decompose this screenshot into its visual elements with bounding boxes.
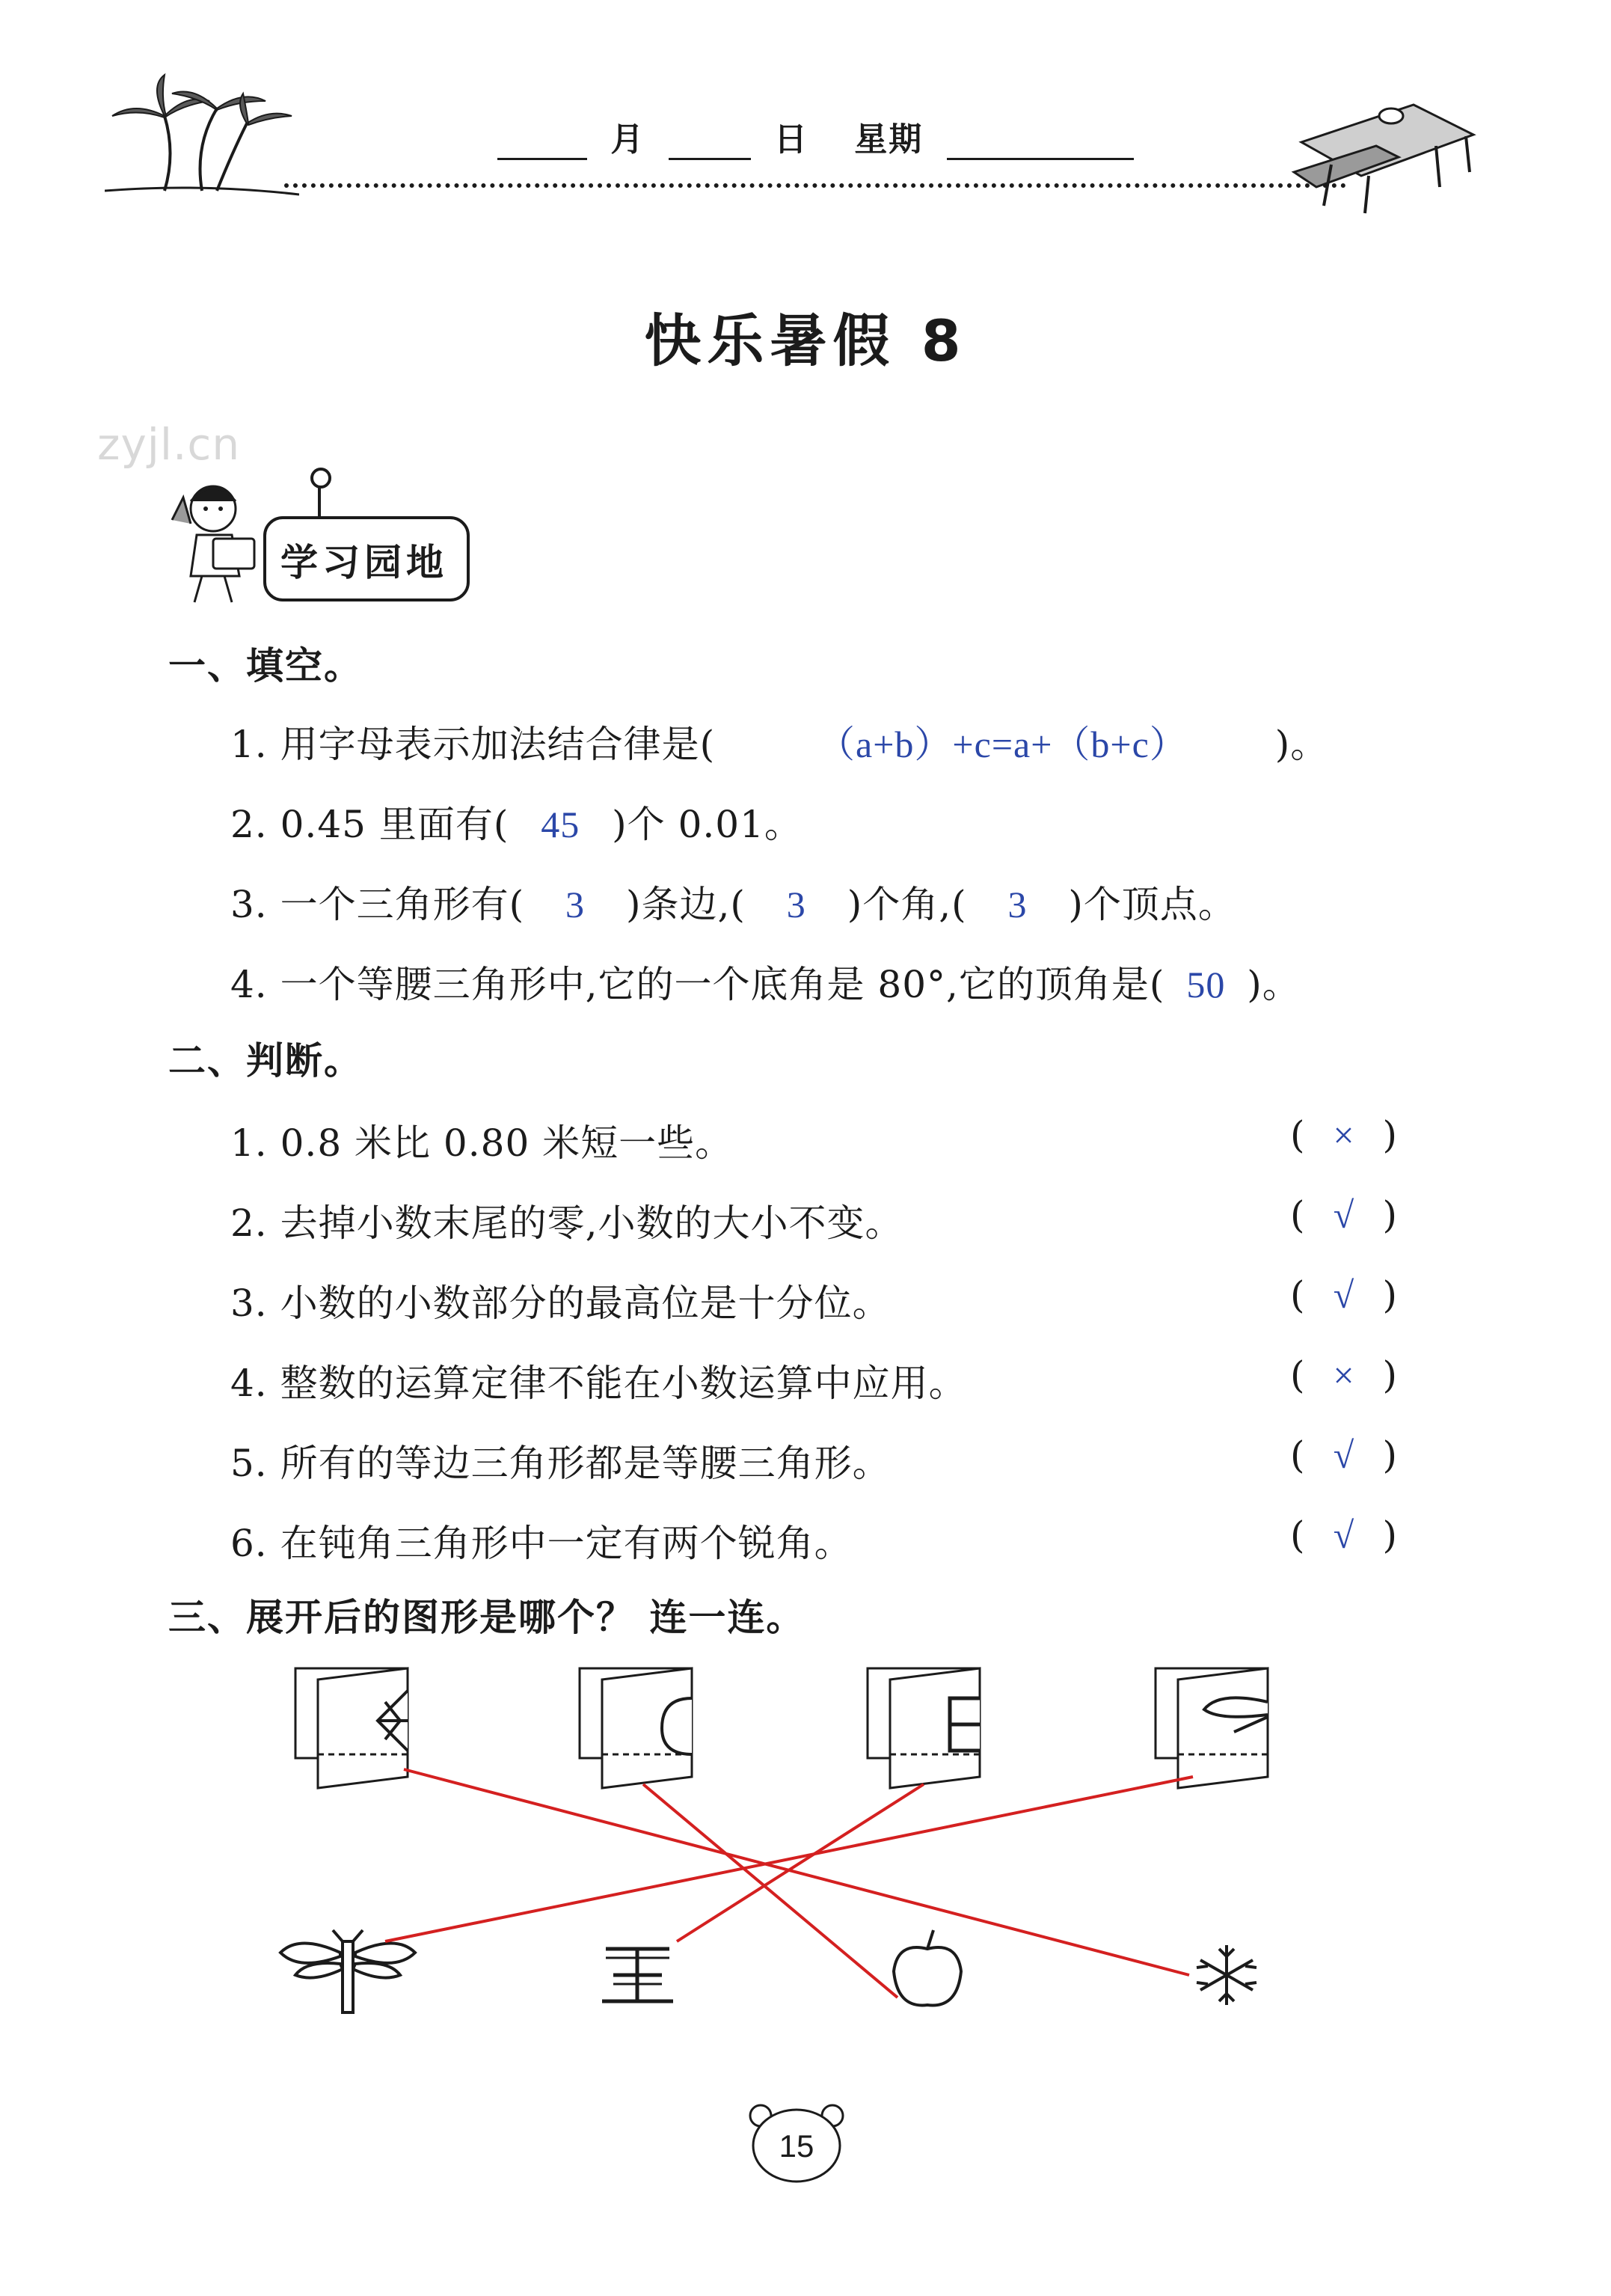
match-connectors <box>385 1769 1193 1997</box>
matching-figure <box>0 1646 1611 2050</box>
watermark: zyjl.cn <box>97 419 241 470</box>
apple-icon[interactable] <box>894 1930 961 2005</box>
reading-girl-icon <box>161 468 273 610</box>
answer-1[interactable]: （a+b）+c=a+（b+c） <box>817 723 1188 765</box>
fill-item-4: 4. 一个等腰三角形中,它的一个底角是 80°,它的顶角是( 50 )。 <box>230 963 1301 1006</box>
month-blank[interactable] <box>497 129 587 160</box>
header-dotted-line <box>284 183 1346 188</box>
folded-half-dragonfly-icon[interactable] <box>1156 1668 1268 1788</box>
fill-item-3: 3. 一个三角形有( 3 )条边,( 3 )个角,( 3 )个顶点。 <box>230 883 1236 926</box>
judge-answer-box[interactable]: ( √ ) <box>1290 1193 1398 1237</box>
judge-answer-box[interactable]: ( × ) <box>1290 1353 1398 1397</box>
folded-half-apple-icon[interactable] <box>580 1668 692 1788</box>
folded-half-snowflake-icon[interactable] <box>295 1668 408 1788</box>
answer-3b[interactable]: 3 <box>786 884 806 925</box>
answer-3a[interactable]: 3 <box>565 884 586 925</box>
snowflake-icon[interactable] <box>1197 1945 1256 2005</box>
judge-item: 2. 去掉小数末尾的零,小数的大小不变。 <box>230 1201 903 1245</box>
fill-item-1: 1. 用字母表示加法结合律是( （a+b）+c=a+（b+c） )。 <box>230 714 1328 768</box>
day-blank[interactable] <box>669 129 751 160</box>
section-heading-judge: 二、判断。 <box>168 1039 363 1083</box>
folded-half-character-icon[interactable] <box>868 1668 980 1788</box>
header <box>0 0 1611 224</box>
judge-answer-box[interactable]: ( √ ) <box>1290 1513 1398 1557</box>
answer-2[interactable]: 45 <box>541 803 580 845</box>
judge-item: 3. 小数的小数部分的最高位是十分位。 <box>230 1282 891 1325</box>
judge-answer-box[interactable]: ( √ ) <box>1290 1433 1398 1477</box>
answer-4[interactable]: 50 <box>1186 964 1226 1005</box>
connector-apple <box>643 1784 897 1997</box>
page-number: 15 <box>779 2128 814 2164</box>
date-line <box>497 112 1134 160</box>
judge-item: 1. 0.8 米比 0.80 米短一些。 <box>230 1121 734 1165</box>
dragonfly-icon[interactable] <box>280 1930 415 2012</box>
judge-answer-box[interactable]: ( √ ) <box>1290 1273 1398 1317</box>
picnic-table-icon <box>1286 82 1481 217</box>
judge-item: 5. 所有的等边三角形都是等腰三角形。 <box>230 1442 891 1485</box>
judge-item: 4. 整数的运算定律不能在小数运算中应用。 <box>230 1362 967 1405</box>
connector-dragonfly <box>385 1777 1193 1941</box>
fill-item-2: 2. 0.45 里面有( 45 )个 0.01。 <box>230 803 803 846</box>
day-label: 日 <box>773 120 808 159</box>
palm-tree-icon <box>105 71 299 198</box>
judge-item: 6. 在钝角三角形中一定有两个锐角。 <box>230 1522 853 1565</box>
page-title: 快乐暑假 8 <box>644 307 967 374</box>
section-heading-match: 三、展开后的图形是哪个？ 连一连。 <box>168 1596 806 1639</box>
section-heading-fill: 一、填空。 <box>168 644 363 688</box>
month-label: 月 <box>610 120 645 159</box>
badge-knob <box>310 468 331 489</box>
section-badge: 学习园地 <box>280 541 448 584</box>
character-wang-icon[interactable] <box>602 1949 673 2001</box>
weekday-blank[interactable] <box>947 129 1134 160</box>
judge-answer-box[interactable]: ( × ) <box>1290 1113 1398 1157</box>
weekday-label: 星期 <box>854 120 924 159</box>
answer-3c[interactable]: 3 <box>1007 884 1028 925</box>
